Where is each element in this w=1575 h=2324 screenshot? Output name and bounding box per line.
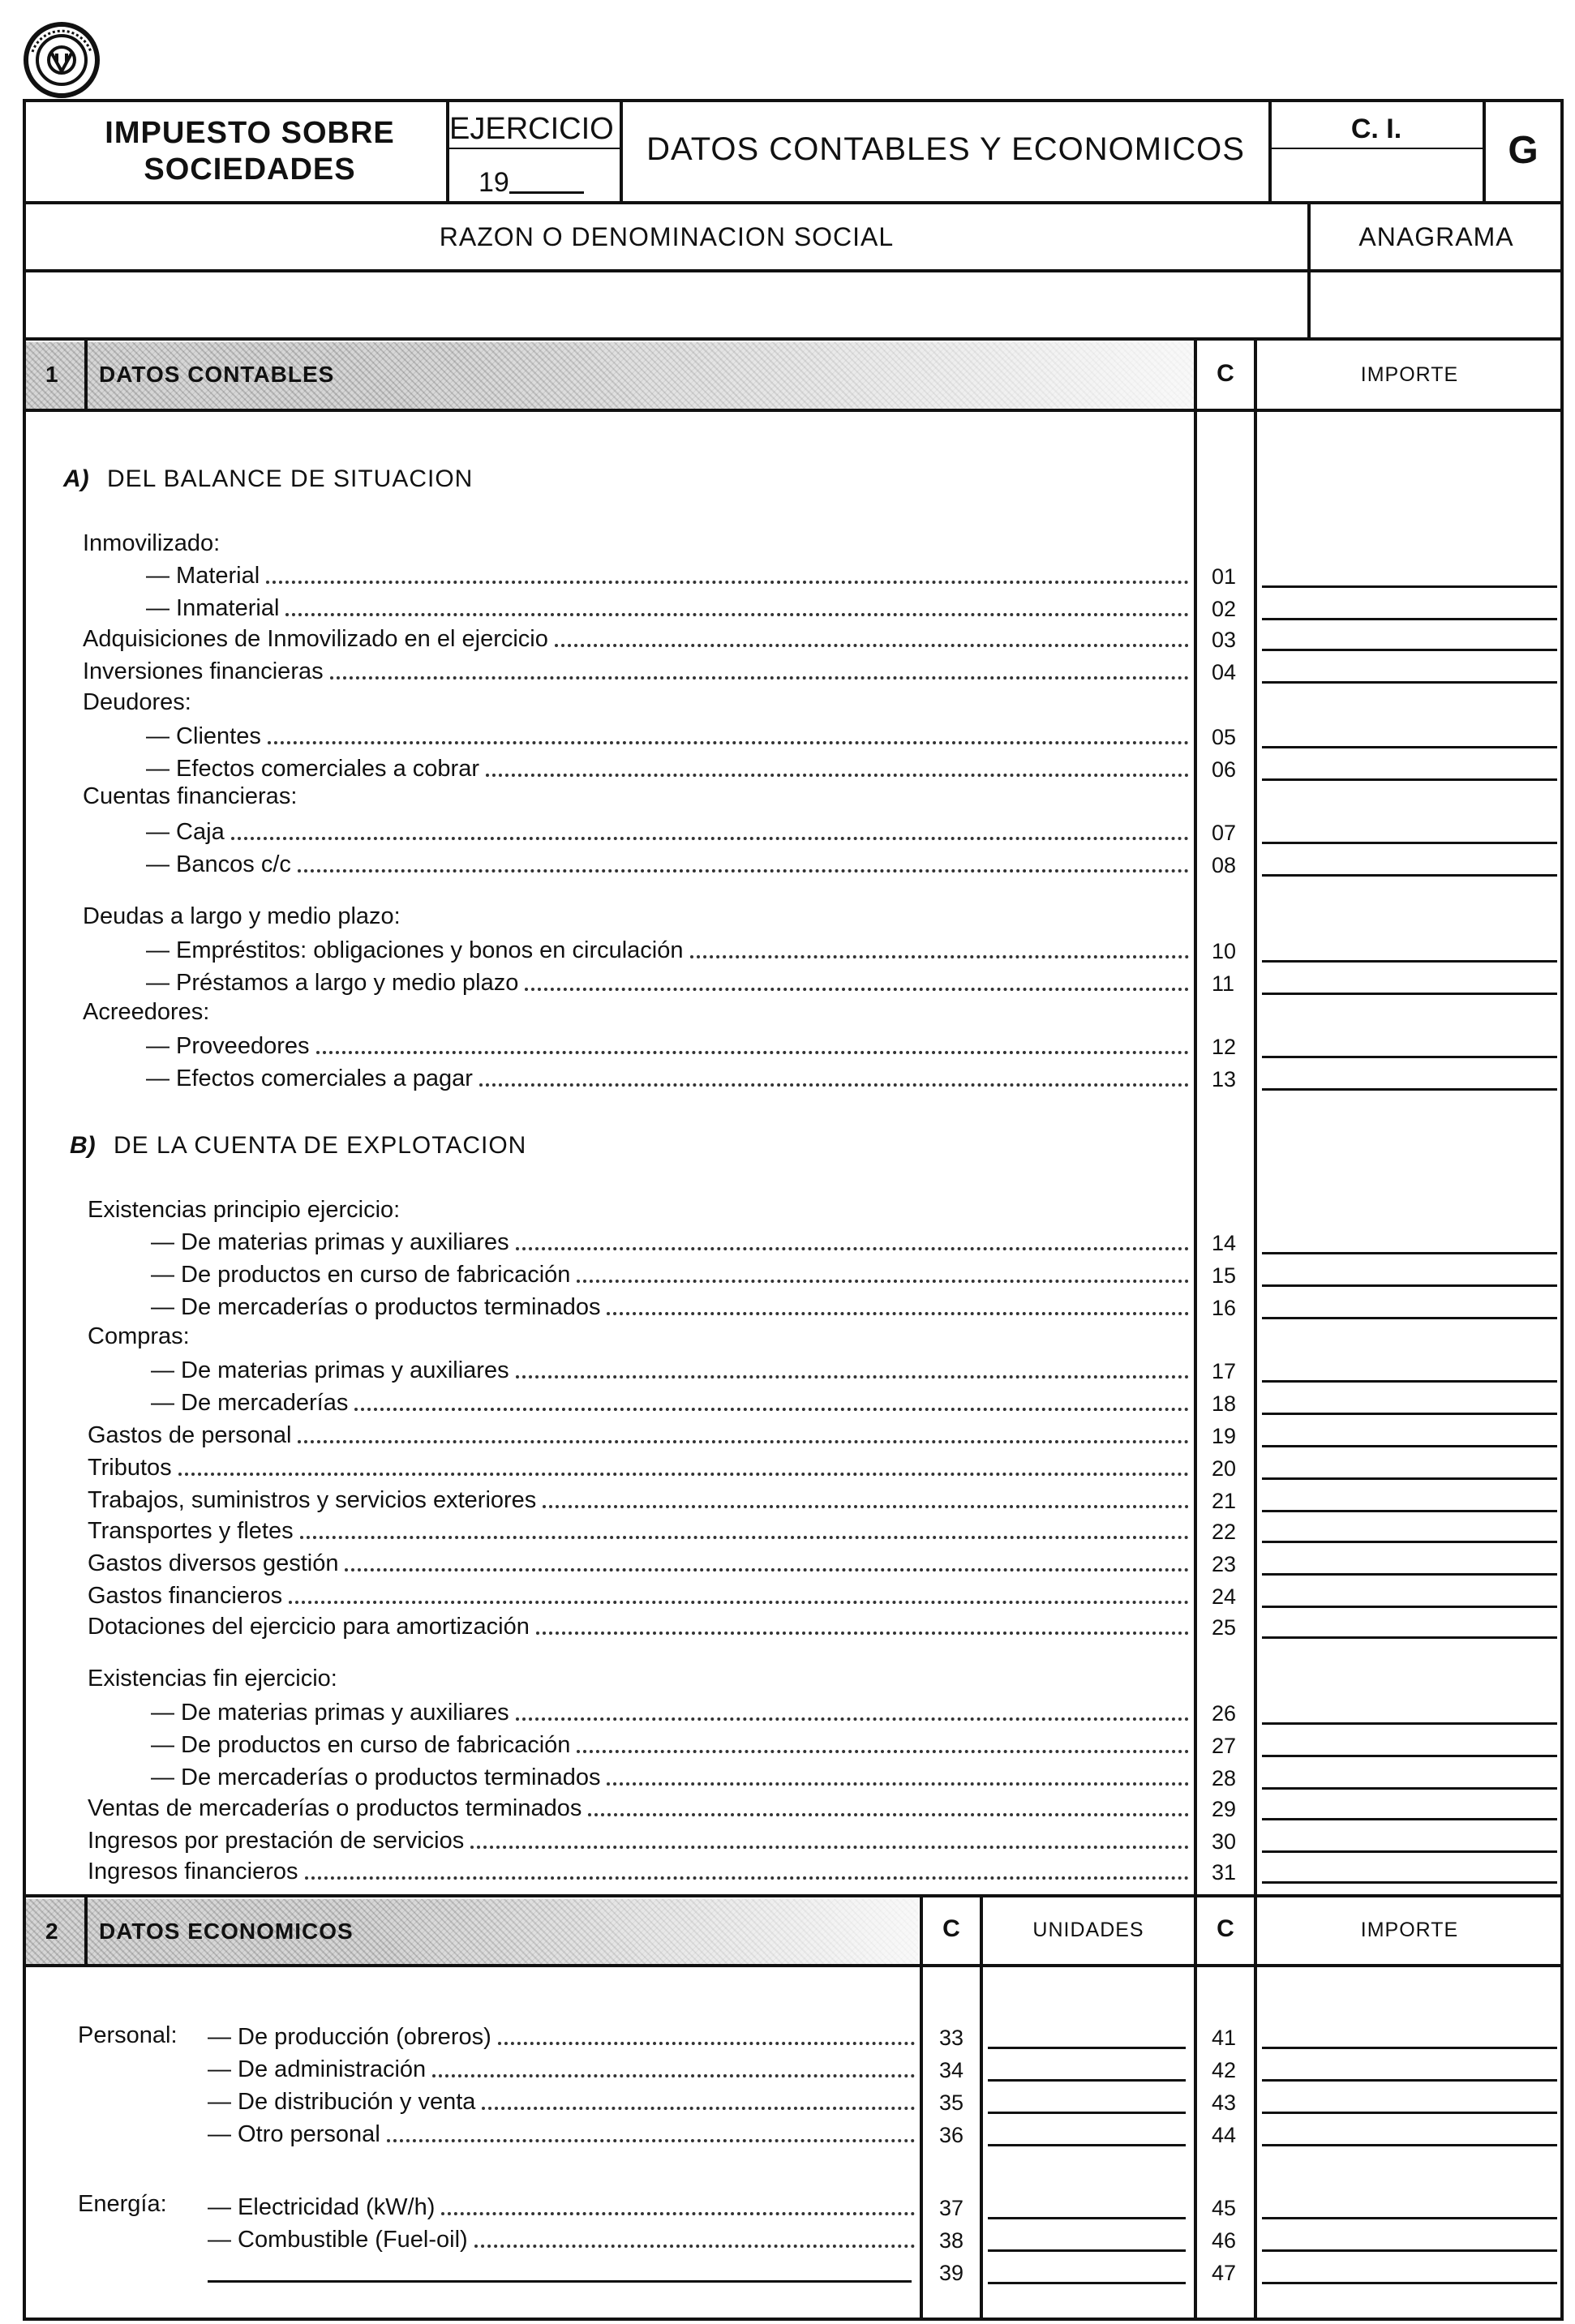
leader-dots <box>316 1051 1190 1054</box>
importe-field-01[interactable] <box>1262 585 1557 588</box>
leader-dots <box>268 741 1189 744</box>
account-row-17 <box>0 1354 1575 1385</box>
importe-code: 42 <box>1212 2058 1237 2082</box>
importe-field-07[interactable] <box>1262 842 1557 844</box>
leader-dots <box>690 955 1190 958</box>
account-row-code: 31 <box>1212 1860 1237 1884</box>
account-row-28 <box>0 1761 1575 1792</box>
account-row-code: 18 <box>1212 1391 1237 1416</box>
account-row-code: 20 <box>1212 1456 1237 1481</box>
heading-deudores: Deudores: <box>83 689 191 715</box>
importe-field-29[interactable] <box>1262 1818 1557 1820</box>
account-row-label: — Efectos comerciales a cobrar <box>146 756 479 782</box>
importe-field-19[interactable] <box>1262 1445 1557 1447</box>
importe-field-16[interactable] <box>1262 1317 1557 1319</box>
account-row-23 <box>0 1547 1575 1578</box>
importe-field-30[interactable] <box>1262 1850 1557 1853</box>
account-row-label: — Caja <box>146 819 225 845</box>
account-row-code: 05 <box>1212 725 1237 749</box>
importe-field-41[interactable] <box>1262 2047 1557 2049</box>
account-row-label: Ventas de mercaderías o productos terminados <box>88 1795 582 1821</box>
leader-dots <box>330 676 1189 680</box>
economic-row-38 <box>0 2223 1575 2254</box>
account-row-code: 30 <box>1212 1829 1237 1854</box>
importe-field-23[interactable] <box>1262 1573 1557 1576</box>
ci-label: C. I. <box>1350 114 1402 144</box>
importe-field-45[interactable] <box>1262 2217 1557 2219</box>
account-row-code: 28 <box>1212 1766 1237 1790</box>
importe-field-46[interactable] <box>1262 2249 1557 2252</box>
subB-letter: B) <box>70 1132 96 1159</box>
blank-concept-field[interactable] <box>208 2280 912 2283</box>
economic-row-label: — De producción (obreros) <box>208 2024 491 2050</box>
account-row-label: — De mercaderías o productos terminados <box>151 1764 601 1790</box>
unidades-field-33[interactable] <box>988 2047 1186 2049</box>
importe-field-08[interactable] <box>1262 874 1557 877</box>
heading-inmovilizado: Inmovilizado: <box>83 530 221 556</box>
unidades-field-37[interactable] <box>988 2217 1186 2219</box>
account-row-code: 07 <box>1212 821 1237 845</box>
account-row-04 <box>0 655 1575 686</box>
anagrama-field[interactable] <box>1312 274 1560 337</box>
account-row-code: 12 <box>1212 1035 1237 1059</box>
account-row-25 <box>0 1610 1575 1641</box>
account-row-12 <box>0 1030 1575 1061</box>
account-row-label: Inversiones financieras <box>83 658 324 684</box>
unidades-field-35[interactable] <box>988 2112 1186 2114</box>
model-letter: G <box>1508 129 1539 172</box>
account-row-label: — De productos en curso de fabricación <box>151 1262 571 1288</box>
leader-dots <box>482 2107 915 2110</box>
importe-field-10[interactable] <box>1262 960 1557 963</box>
unidades-code: 37 <box>939 2196 964 2220</box>
unidades-field-34[interactable] <box>988 2079 1186 2082</box>
section2-col-unidades: UNIDADES <box>1032 1919 1144 1941</box>
leader-dots <box>474 2245 915 2248</box>
account-row-label: Adquisiciones de Inmovilizado en el ejercicio <box>83 626 548 652</box>
leader-dots <box>479 1083 1189 1087</box>
heading-existencias-fin: Existencias fin ejercicio: <box>88 1666 337 1692</box>
subA-title: DEL BALANCE DE SITUACION <box>107 465 474 492</box>
account-row-24 <box>0 1580 1575 1610</box>
leader-dots <box>432 2074 915 2077</box>
unidades-code: 34 <box>939 2058 964 2082</box>
account-row-label: — Préstamos a largo y medio plazo <box>146 970 519 996</box>
importe-code: 47 <box>1212 2261 1237 2285</box>
account-row-06 <box>0 753 1575 783</box>
importe-field-26[interactable] <box>1262 1722 1557 1725</box>
account-row-label: — De materias primas y auxiliares <box>151 1700 509 1726</box>
account-row-01 <box>0 560 1575 590</box>
economic-row-label: — Electricidad (kW/h) <box>208 2194 436 2220</box>
section2-col-importe: IMPORTE <box>1360 1919 1459 1941</box>
institution-seal-logo <box>21 19 102 101</box>
importe-code: 46 <box>1212 2228 1237 2253</box>
section1-number: 1 <box>45 362 59 387</box>
form-title-line1: IMPUESTO SOBRE <box>105 116 395 150</box>
leader-dots <box>536 1632 1189 1635</box>
importe-field-13[interactable] <box>1262 1088 1557 1091</box>
section1-title: DATOS CONTABLES <box>99 362 335 387</box>
importe-field-24[interactable] <box>1262 1606 1557 1608</box>
account-row-02 <box>0 592 1575 623</box>
account-row-30 <box>0 1824 1575 1855</box>
section1-col-c: C <box>1217 360 1234 387</box>
leader-dots <box>607 1312 1189 1315</box>
economic-row-label: — Otro personal <box>208 2121 380 2147</box>
account-row-code: 13 <box>1212 1067 1237 1091</box>
section1-col-importe: IMPORTE <box>1360 363 1459 386</box>
ejercicio-year-field[interactable] <box>509 191 584 194</box>
leader-dots <box>285 613 1189 616</box>
heading-cuentas-financieras: Cuentas financieras: <box>83 783 298 809</box>
account-row-08 <box>0 848 1575 879</box>
account-row-code: 27 <box>1212 1734 1237 1758</box>
subB-title: DE LA CUENTA DE EXPLOTACION <box>114 1132 527 1159</box>
account-row-29 <box>0 1792 1575 1823</box>
account-row-code: 21 <box>1212 1489 1237 1513</box>
leader-dots <box>498 2042 915 2045</box>
account-row-label: Transportes y fletes <box>88 1518 294 1544</box>
group-personal: Personal: <box>78 2022 178 2048</box>
importe-field-14[interactable] <box>1262 1252 1557 1254</box>
leader-dots <box>607 1782 1189 1786</box>
leader-dots <box>178 1473 1189 1476</box>
leader-dots <box>470 1846 1189 1849</box>
importe-code: 41 <box>1212 2026 1237 2050</box>
account-row-code: 02 <box>1212 597 1237 621</box>
leader-dots <box>298 1440 1189 1443</box>
account-row-22 <box>0 1515 1575 1546</box>
unidades-code: 35 <box>939 2090 964 2115</box>
account-row-code: 29 <box>1212 1797 1237 1821</box>
account-row-label: Ingresos financieros <box>88 1859 298 1884</box>
importe-code: 43 <box>1212 2090 1237 2115</box>
importe-code: 45 <box>1212 2196 1237 2220</box>
leader-dots <box>231 837 1189 840</box>
account-row-code: 11 <box>1212 971 1235 996</box>
importe-field-20[interactable] <box>1262 1477 1557 1480</box>
account-row-code: 01 <box>1212 564 1237 589</box>
account-row-27 <box>0 1729 1575 1760</box>
leader-dots <box>588 1813 1189 1816</box>
razon-social-label: RAZON O DENOMINACION SOCIAL <box>439 222 895 251</box>
leader-dots <box>516 1247 1189 1250</box>
importe-field-42[interactable] <box>1262 2079 1557 2082</box>
account-row-code: 10 <box>1212 939 1237 963</box>
economic-row-label: — De administración <box>208 2056 427 2082</box>
account-row-label: — De mercaderías <box>151 1390 349 1416</box>
economic-row-36 <box>0 2118 1575 2149</box>
importe-field-21[interactable] <box>1262 1510 1557 1512</box>
unidades-field-38[interactable] <box>988 2249 1186 2252</box>
importe-field-25[interactable] <box>1262 1636 1557 1639</box>
account-row-code: 22 <box>1212 1520 1237 1544</box>
leader-dots <box>300 1536 1189 1539</box>
account-row-label: Gastos de personal <box>88 1422 292 1448</box>
account-row-label: — De productos en curso de fabricación <box>151 1732 571 1758</box>
account-row-label: Tributos <box>88 1455 172 1481</box>
importe-field-05[interactable] <box>1262 746 1557 748</box>
unidades-field-39[interactable] <box>988 2282 1186 2284</box>
group-energia: Energía: <box>78 2191 167 2217</box>
account-row-03 <box>0 623 1575 654</box>
unidades-code: 38 <box>939 2228 964 2253</box>
account-row-code: 14 <box>1212 1231 1237 1255</box>
ejercicio-year-prefix: 19 <box>479 167 509 198</box>
account-row-14 <box>0 1226 1575 1257</box>
account-row-label: — Efectos comerciales a pagar <box>146 1066 473 1091</box>
importe-field-28[interactable] <box>1262 1787 1557 1790</box>
leader-dots <box>305 1876 1189 1880</box>
importe-field-06[interactable] <box>1262 778 1557 781</box>
economic-row-37 <box>0 2191 1575 2222</box>
account-row-label: Ingresos por prestación de servicios <box>88 1828 465 1854</box>
account-row-label: — De materias primas y auxiliares <box>151 1357 509 1383</box>
leader-dots <box>266 581 1189 584</box>
account-row-label: Dotaciones del ejercicio para amortización <box>88 1614 530 1640</box>
account-row-code: 25 <box>1212 1615 1237 1640</box>
account-row-label: — De materias primas y auxiliares <box>151 1229 509 1255</box>
importe-field-43[interactable] <box>1262 2112 1557 2114</box>
economic-row-label: — Combustible (Fuel-oil) <box>208 2227 468 2253</box>
importe-field-22[interactable] <box>1262 1541 1557 1543</box>
leader-dots <box>298 869 1189 873</box>
leader-dots <box>441 2212 915 2215</box>
importe-field-04[interactable] <box>1262 681 1557 684</box>
importe-code: 44 <box>1212 2123 1237 2147</box>
subA-letter: A) <box>63 465 89 492</box>
account-row-label: — Empréstitos: obligaciones y bonos en circulación <box>146 937 684 963</box>
leader-dots <box>345 1568 1189 1571</box>
account-row-code: 19 <box>1212 1424 1237 1448</box>
razon-social-field[interactable] <box>28 274 1304 337</box>
economic-row-label: — De distribución y venta <box>208 2089 476 2115</box>
account-row-05 <box>0 720 1575 751</box>
account-row-code: 17 <box>1212 1359 1237 1383</box>
account-row-20 <box>0 1451 1575 1482</box>
account-row-code: 03 <box>1212 628 1237 652</box>
importe-field-03[interactable] <box>1262 649 1557 651</box>
leader-dots <box>354 1408 1189 1411</box>
unidades-code: 36 <box>939 2123 964 2147</box>
importe-field-11[interactable] <box>1262 993 1557 995</box>
account-row-code: 15 <box>1212 1263 1237 1288</box>
account-row-label: — Bancos c/c <box>146 851 291 877</box>
form-subtitle: DATOS CONTABLES Y ECONOMICOS <box>646 131 1245 167</box>
account-row-10 <box>0 934 1575 965</box>
unidades-code: 39 <box>939 2261 964 2285</box>
ci-field[interactable] <box>1273 152 1479 199</box>
account-row-label: — Proveedores <box>146 1033 310 1059</box>
account-row-label: — Material <box>146 563 260 589</box>
account-row-code: 04 <box>1212 660 1237 684</box>
account-row-label: — De mercaderías o productos terminados <box>151 1294 601 1320</box>
heading-deudas: Deudas a largo y medio plazo: <box>83 903 401 929</box>
leader-dots <box>577 1280 1189 1283</box>
account-row-13 <box>0 1062 1575 1093</box>
account-row-16 <box>0 1291 1575 1322</box>
account-row-code: 16 <box>1212 1296 1237 1320</box>
section2-title: DATOS ECONOMICOS <box>99 1919 354 1944</box>
account-row-label: Gastos diversos gestión <box>88 1550 339 1576</box>
unidades-code: 33 <box>939 2026 964 2050</box>
account-row-07 <box>0 816 1575 847</box>
section2-col-c2: C <box>1217 1915 1234 1942</box>
account-row-15 <box>0 1258 1575 1289</box>
form-title-line2: SOCIEDADES <box>144 152 356 187</box>
importe-field-15[interactable] <box>1262 1284 1557 1287</box>
economic-row-35 <box>0 2086 1575 2116</box>
account-row-code: 06 <box>1212 757 1237 782</box>
section2-number: 2 <box>45 1919 59 1944</box>
importe-field-12[interactable] <box>1262 1056 1557 1058</box>
leader-dots <box>577 1750 1189 1753</box>
leader-dots <box>555 644 1189 647</box>
account-row-code: 23 <box>1212 1552 1237 1576</box>
importe-field-44[interactable] <box>1262 2144 1557 2146</box>
anagrama-label: ANAGRAMA <box>1358 222 1514 251</box>
leader-dots <box>387 2139 915 2142</box>
heading-compras: Compras: <box>88 1323 190 1349</box>
ejercicio-label: EJERCICIO <box>449 112 614 146</box>
account-row-26 <box>0 1696 1575 1727</box>
account-row-code: 24 <box>1212 1584 1237 1609</box>
account-row-label: Trabajos, suministros y servicios exteriores <box>88 1487 537 1513</box>
account-row-18 <box>0 1387 1575 1417</box>
importe-field-31[interactable] <box>1262 1881 1557 1884</box>
account-row-code: 08 <box>1212 853 1237 877</box>
leader-dots <box>516 1717 1189 1721</box>
economic-row-39 <box>0 2256 1575 2287</box>
account-row-19 <box>0 1419 1575 1450</box>
unidades-field-36[interactable] <box>988 2144 1186 2146</box>
account-row-31 <box>0 1855 1575 1886</box>
account-row-label: — Clientes <box>146 723 261 749</box>
importe-field-02[interactable] <box>1262 618 1557 620</box>
account-row-label: Gastos financieros <box>88 1583 283 1609</box>
section2-col-c1: C <box>942 1915 960 1942</box>
heading-acreedores: Acreedores: <box>83 999 210 1025</box>
account-row-21 <box>0 1484 1575 1515</box>
account-row-code: 26 <box>1212 1701 1237 1726</box>
leader-dots <box>486 774 1189 777</box>
leader-dots <box>525 988 1189 991</box>
economic-row-34 <box>0 2053 1575 2084</box>
leader-dots <box>516 1375 1189 1379</box>
account-row-11 <box>0 967 1575 997</box>
importe-field-18[interactable] <box>1262 1413 1557 1415</box>
heading-existencias-inicio: Existencias principio ejercicio: <box>88 1197 401 1223</box>
importe-field-27[interactable] <box>1262 1755 1557 1757</box>
importe-field-17[interactable] <box>1262 1380 1557 1383</box>
account-row-label: — Inmaterial <box>146 595 280 621</box>
leader-dots <box>543 1505 1189 1508</box>
economic-row-33 <box>0 2021 1575 2052</box>
importe-field-47[interactable] <box>1262 2282 1557 2284</box>
leader-dots <box>289 1601 1189 1604</box>
